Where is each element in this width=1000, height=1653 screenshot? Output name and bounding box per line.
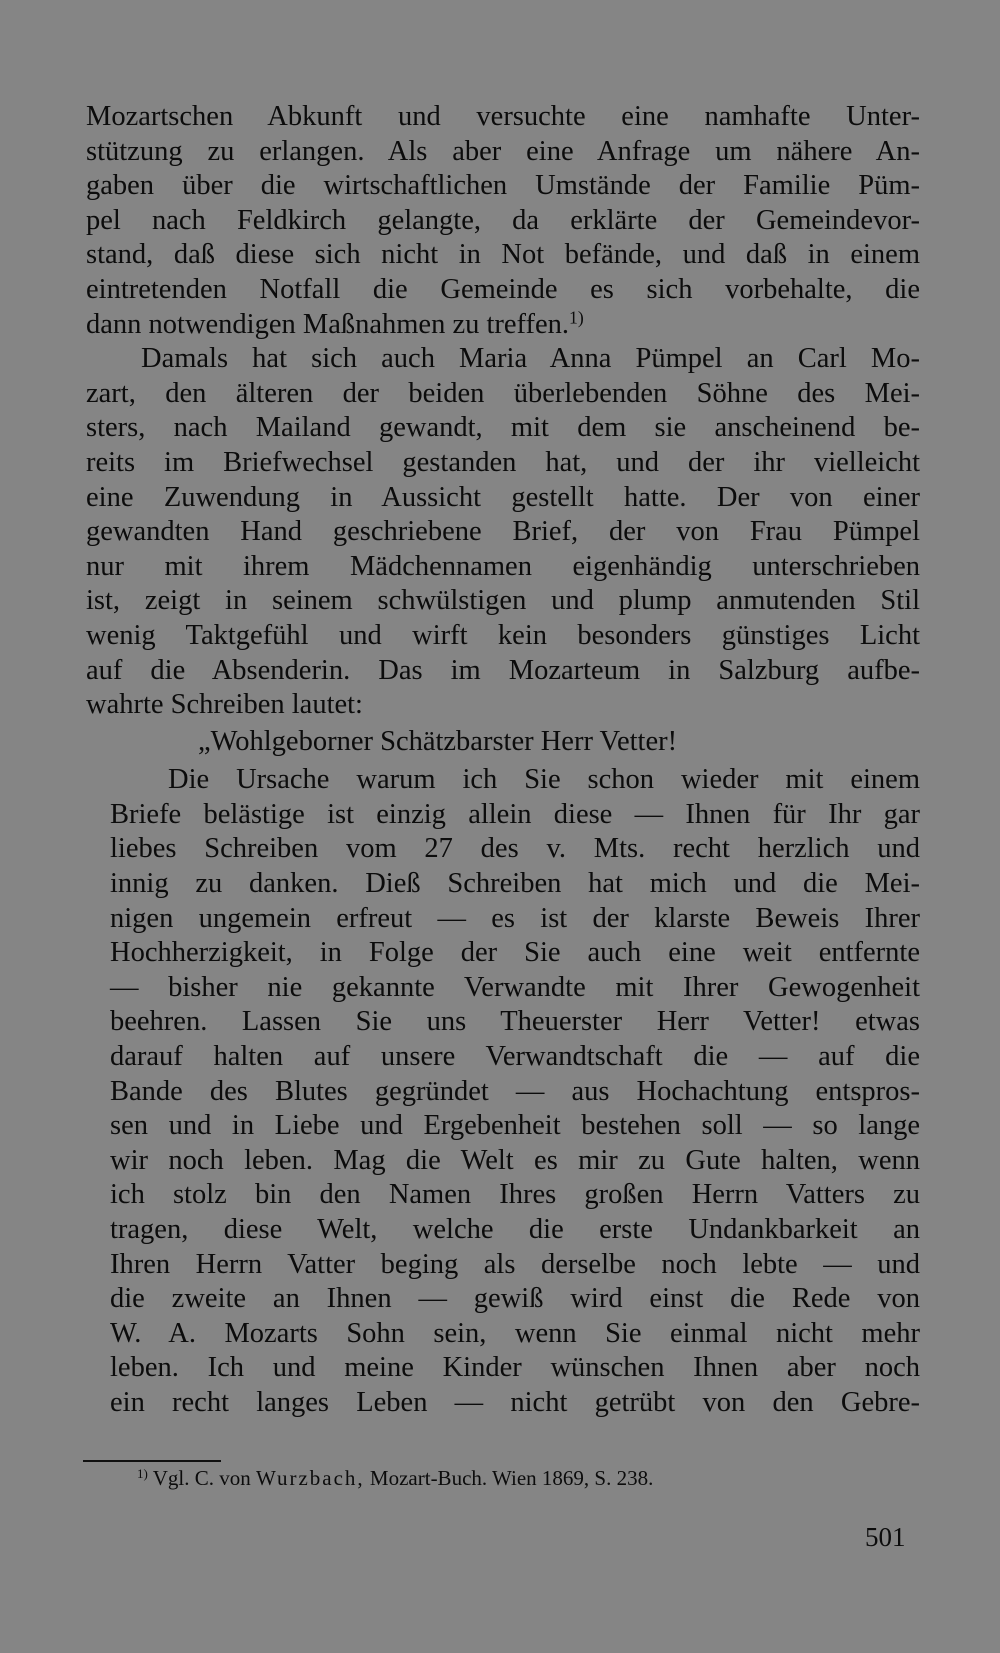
text-line: Damals hat sich auch Maria Anna Pümpel an Carl Mo- bbox=[141, 343, 920, 375]
text-line: gaben über die wirtschaftlichen Umstände der Familie Püm- bbox=[86, 170, 920, 202]
letter-salutation: „Wohlgeborner Schätzbarster Herr Vetter! bbox=[198, 725, 678, 757]
text-line: die zweite an Ihnen — gewiß wird einst die Rede von bbox=[110, 1283, 920, 1315]
text-line: — bisher nie gekannte Verwandte mit Ihrer Gewogenheit bbox=[110, 971, 920, 1003]
text-line: eine Zuwendung in Aussicht gestellt hatte. Der von einer bbox=[86, 481, 920, 513]
text-line bbox=[86, 308, 920, 343]
text-line: tragen, diese Welt, welche die erste Undankbarkeit an bbox=[110, 1214, 920, 1245]
footnote-reference[interactable]: 1) bbox=[569, 306, 584, 327]
text-line: nur mit ihrem Mädchennamen eigenhändig unterschrieben bbox=[86, 550, 920, 582]
footnote-citation: Mozart-Buch. Wien 1869, S. 238. bbox=[369, 1466, 654, 1490]
footnote-marker: 1) bbox=[137, 1465, 148, 1481]
text-line: zart, den älteren der beiden überlebenden Söhne des Mei- bbox=[86, 377, 920, 409]
text-line: Briefe belästige ist einzig allein diese — Ihnen für Ihr gar bbox=[110, 798, 920, 830]
text-line: wahrte Schreiben lautet: bbox=[86, 689, 363, 721]
text-line: innig zu danken. Dieß Schreiben hat mich und die Mei- bbox=[110, 868, 920, 900]
page-number: 501 bbox=[865, 1522, 906, 1552]
footnote-prefix: Vgl. C. von bbox=[152, 1466, 251, 1490]
footnote bbox=[137, 1464, 653, 1492]
text-line: wenig Taktgefühl und wirft kein besonders günstiges Licht bbox=[86, 619, 920, 651]
text-line: darauf halten auf unsere Verwandtschaft die — auf die bbox=[110, 1041, 920, 1073]
text-line: Hochherzigkeit, in Folge der Sie auch eine weit entfernte bbox=[110, 937, 920, 969]
quoted-letter bbox=[86, 763, 920, 1420]
text-line: Bande des Blutes gegründet — aus Hochachtung entspros- bbox=[110, 1075, 920, 1107]
text-line: auf die Absenderin. Das im Mozarteum in Salzburg aufbe- bbox=[86, 654, 920, 686]
footnote-author: Wurzbach, bbox=[255, 1466, 365, 1490]
main-text bbox=[86, 100, 920, 1421]
text-line: stand, daß diese sich nicht in Not befände, und daß in einem bbox=[86, 239, 920, 271]
text-line: stützung zu erlangen. Als aber eine Anfrage um nähere An- bbox=[86, 135, 920, 167]
paragraph-2 bbox=[86, 342, 920, 723]
text-line: gewandten Hand geschriebene Brief, der von Frau Pümpel bbox=[86, 516, 920, 548]
footnote-divider bbox=[83, 1460, 221, 1462]
text-line: Mozartschen Abkunft und versuchte eine namhafte Unter- bbox=[86, 101, 920, 132]
text-line: ich stolz bin den Namen Ihres großen Herrn Vatters zu bbox=[110, 1179, 920, 1211]
text-line: beehren. Lassen Sie uns Theuerster Herr Vetter! etwas bbox=[110, 1006, 920, 1038]
text-line: wir noch leben. Mag die Welt es mir zu Gute halten, wenn bbox=[110, 1144, 920, 1176]
text-line: sters, nach Mailand gewandt, mit dem sie anscheinend be- bbox=[86, 412, 920, 444]
text-line: ein recht langes Leben — nicht getrübt von den Gebre- bbox=[110, 1386, 920, 1418]
text-line: Ihren Herrn Vatter beging als derselbe noch lebte — und bbox=[110, 1248, 920, 1280]
text-line: leben. Ich und meine Kinder wünschen Ihnen aber noch bbox=[110, 1352, 920, 1384]
text-line: ist, zeigt in seinem schwülstigen und plump anmutenden Stil bbox=[86, 585, 920, 617]
text-line: pel nach Feldkirch gelangte, da erklärte der Gemeindevor- bbox=[86, 204, 920, 236]
text-line: sen und in Liebe und Ergebenheit bestehen soll — so lange bbox=[110, 1110, 920, 1142]
text-line: Die Ursache warum ich Sie schon wieder mit einem bbox=[168, 764, 920, 796]
text-line: nigen ungemein erfreut — es ist der klarste Beweis Ihrer bbox=[110, 902, 920, 934]
text-line: W. A. Mozarts Sohn sein, wenn Sie einmal nicht mehr bbox=[110, 1317, 920, 1349]
text-line: liebes Schreiben vom 27 des v. Mts. recht herzlich und bbox=[110, 833, 920, 865]
paragraph-1 bbox=[86, 100, 920, 342]
text-line-content: dann notwendigen Maßnahmen zu treffen. bbox=[86, 308, 570, 340]
text-line: eintretenden Notfall die Gemeinde es sich vorbehalte, die bbox=[86, 273, 920, 305]
text-line: reits im Briefwechsel gestanden hat, und der ihr vielleicht bbox=[86, 446, 920, 478]
